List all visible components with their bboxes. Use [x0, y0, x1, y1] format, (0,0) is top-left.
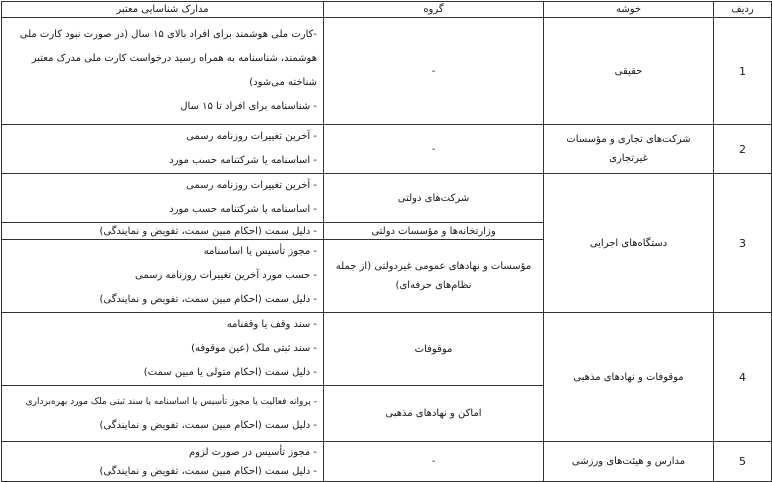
- table-row: [2, 125, 772, 174]
- documents-cell: [2, 18, 324, 125]
- table-row: [2, 313, 772, 386]
- table-row: [2, 442, 772, 482]
- document-item: - مجوز تأسیس در صورت لزوم: [188, 446, 317, 458]
- documents-cell: [2, 442, 324, 482]
- header-row-no: ردیف: [714, 2, 772, 18]
- document-item: - دلیل سمت (احکام مبین سمت، تفویض و نمایندگی): [99, 225, 317, 237]
- documents-cell: [2, 240, 324, 313]
- header-group: گروه: [324, 2, 544, 18]
- row-number: 1: [714, 18, 772, 125]
- documents-cell: [2, 386, 324, 442]
- document-item: - دلیل سمت (احکام مبین سمت، تفویض و نمایندگی): [99, 419, 317, 431]
- group-cell: اماکن و نهادهای مذهبی: [324, 386, 544, 442]
- row-number: 2: [714, 125, 772, 174]
- document-item: - شناسنامه برای افراد تا ۱۵ سال: [180, 101, 317, 112]
- document-item: - آخرین تغییرات روزنامه رسمی: [186, 180, 317, 191]
- group-cell: -: [324, 125, 544, 174]
- cluster-cell: دستگاه‌های اجرایی: [544, 174, 714, 313]
- document-item: -کارت ملی هوشمند برای افراد بالای ۱۵ سال (در صورت نبود کارت ملی هوشمند، شناسنامه به همراه رسید درخواست کارت ملی مدرک معتبر شناخته می‌شود): [19, 29, 317, 88]
- documents-cell: [2, 174, 324, 223]
- identification-documents-table: [1, 1, 772, 482]
- table-header-row: [2, 2, 772, 18]
- document-item: - دلیل سمت (احکام مبین سمت، تفویض و نمایندگی): [99, 465, 317, 477]
- group-cell: مؤسسات و نهادهای عمومی غیردولتی (از جمله نظام‌های حرفه‌ای): [324, 240, 544, 313]
- row-number: 3: [714, 174, 772, 313]
- table-row: [2, 174, 772, 223]
- cluster-cell: حقیقی: [544, 18, 714, 125]
- table-row: [2, 18, 772, 125]
- document-item: - دلیل سمت (احکام متولی یا مبین سمت): [143, 367, 317, 378]
- documents-cell: [2, 313, 324, 386]
- document-item: - پروانه فعالیت یا مجوز تأسیس یا اساسنامه یا سند ثبتی ملک مورد بهره‌برداری: [25, 396, 317, 407]
- cluster-cell: شرکت‌های تجاری و مؤسسات غیرتجاری: [544, 125, 714, 174]
- document-item: - اساسنامه یا شرکتنامه حسب مورد: [169, 155, 317, 166]
- document-item: - حسب مورد آخرین تغییرات روزنامه رسمی: [135, 270, 317, 281]
- documents-cell: [2, 223, 324, 240]
- group-cell: موقوفات: [324, 313, 544, 386]
- group-cell: -: [324, 442, 544, 482]
- document-item: - آخرین تغییرات روزنامه رسمی: [186, 131, 317, 142]
- header-cluster: خوشه: [544, 2, 714, 18]
- document-item: - سند وقف یا وقفنامه: [226, 319, 317, 330]
- document-item: - سند ثبتی ملک (عین موقوفه): [191, 343, 317, 354]
- documents-cell: [2, 125, 324, 174]
- document-item: - دلیل سمت (احکام مبین سمت، تفویض و نمایندگی): [99, 294, 317, 305]
- group-cell: وزارتخانه‌ها و مؤسسات دولتی: [324, 223, 544, 240]
- header-documents: مدارک شناسایی معتبر: [2, 2, 324, 18]
- group-cell: شرکت‌های دولتی: [324, 174, 544, 223]
- row-number: 4: [714, 313, 772, 442]
- document-item: - اساسنامه یا شرکتنامه حسب مورد: [169, 204, 317, 215]
- cluster-cell: موقوفات و نهادهای مذهبی: [544, 313, 714, 442]
- cluster-cell: مدارس و هیئت‌های ورزشی: [544, 442, 714, 482]
- group-cell: -: [324, 18, 544, 125]
- document-item: - مجوز تأسیس یا اساسنامه: [203, 246, 317, 257]
- document-page: [1, 1, 771, 477]
- row-number: 5: [714, 442, 772, 482]
